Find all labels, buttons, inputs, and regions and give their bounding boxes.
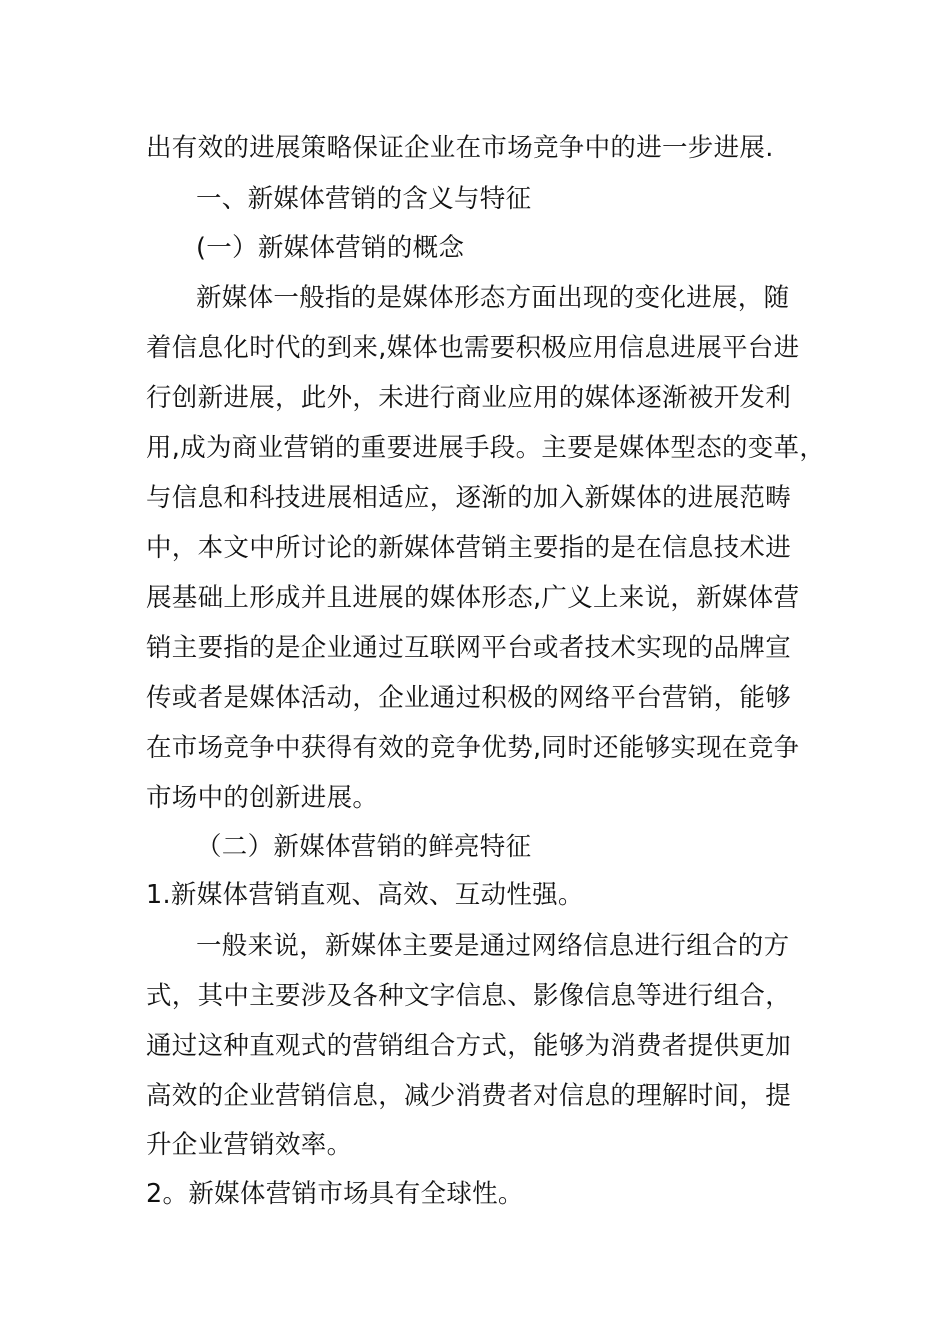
paragraph-line: 展基础上形成并且进展的媒体形态,广义上来说，新媒体营 <box>146 583 800 613</box>
paragraph-line: 行创新进展，此外，未进行商业应用的媒体逐渐被开发利 <box>146 383 792 413</box>
paragraph-line: 在市场竞争中获得有效的竞争优势,同时还能够实现在竞争 <box>146 733 800 763</box>
paragraph-line: 销主要指的是企业通过互联网平台或者技术实现的品牌宣 <box>146 633 792 663</box>
paragraph-line: 传或者是媒体活动，企业通过积极的网络平台营销，能够 <box>146 683 792 713</box>
paragraph-line: 通过这种直观式的营销组合方式，能够为消费者提供更加 <box>146 1031 792 1061</box>
paragraph-line: 与信息和科技进展相适应，逐渐的加入新媒体的进展范畴 <box>146 483 792 513</box>
paragraph-line: 升企业营销效率。 <box>146 1130 353 1160</box>
paragraph-line: 用,成为商业营销的重要进展手段。主要是媒体型态的变革， <box>146 433 826 463</box>
numbered-heading: 1.新媒体营销直观、高效、互动性强。 <box>146 880 584 910</box>
numbered-heading: 2。新媒体营销市场具有全球性。 <box>146 1179 524 1209</box>
paragraph-line: 着信息化时代的到来,媒体也需要积极应用信息进展平台进 <box>146 333 800 363</box>
paragraph-line: 市场中的创新进展。 <box>146 783 379 813</box>
paragraph-line: 中，本文中所讨论的新媒体营销主要指的是在信息技术进 <box>146 533 792 563</box>
subsection-heading: (一）新媒体营销的概念 <box>196 233 465 263</box>
paragraph-line: 一般来说，新媒体主要是通过网络信息进行组合的方 <box>196 931 790 961</box>
paragraph-line: 高效的企业营销信息，减少消费者对信息的理解时间，提 <box>146 1081 792 1111</box>
paragraph-line: 出有效的进展策略保证企业在市场竞争中的进一步进展. <box>146 133 774 163</box>
paragraph-line: 式，其中主要涉及各种文字信息、影像信息等进行组合， <box>146 981 792 1011</box>
section-heading: 一、新媒体营销的含义与特征 <box>196 184 532 214</box>
paragraph-line: 新媒体一般指的是媒体形态方面出现的变化进展，随 <box>196 283 790 313</box>
subsection-heading: （二）新媒体营销的鲜亮特征 <box>196 832 532 862</box>
